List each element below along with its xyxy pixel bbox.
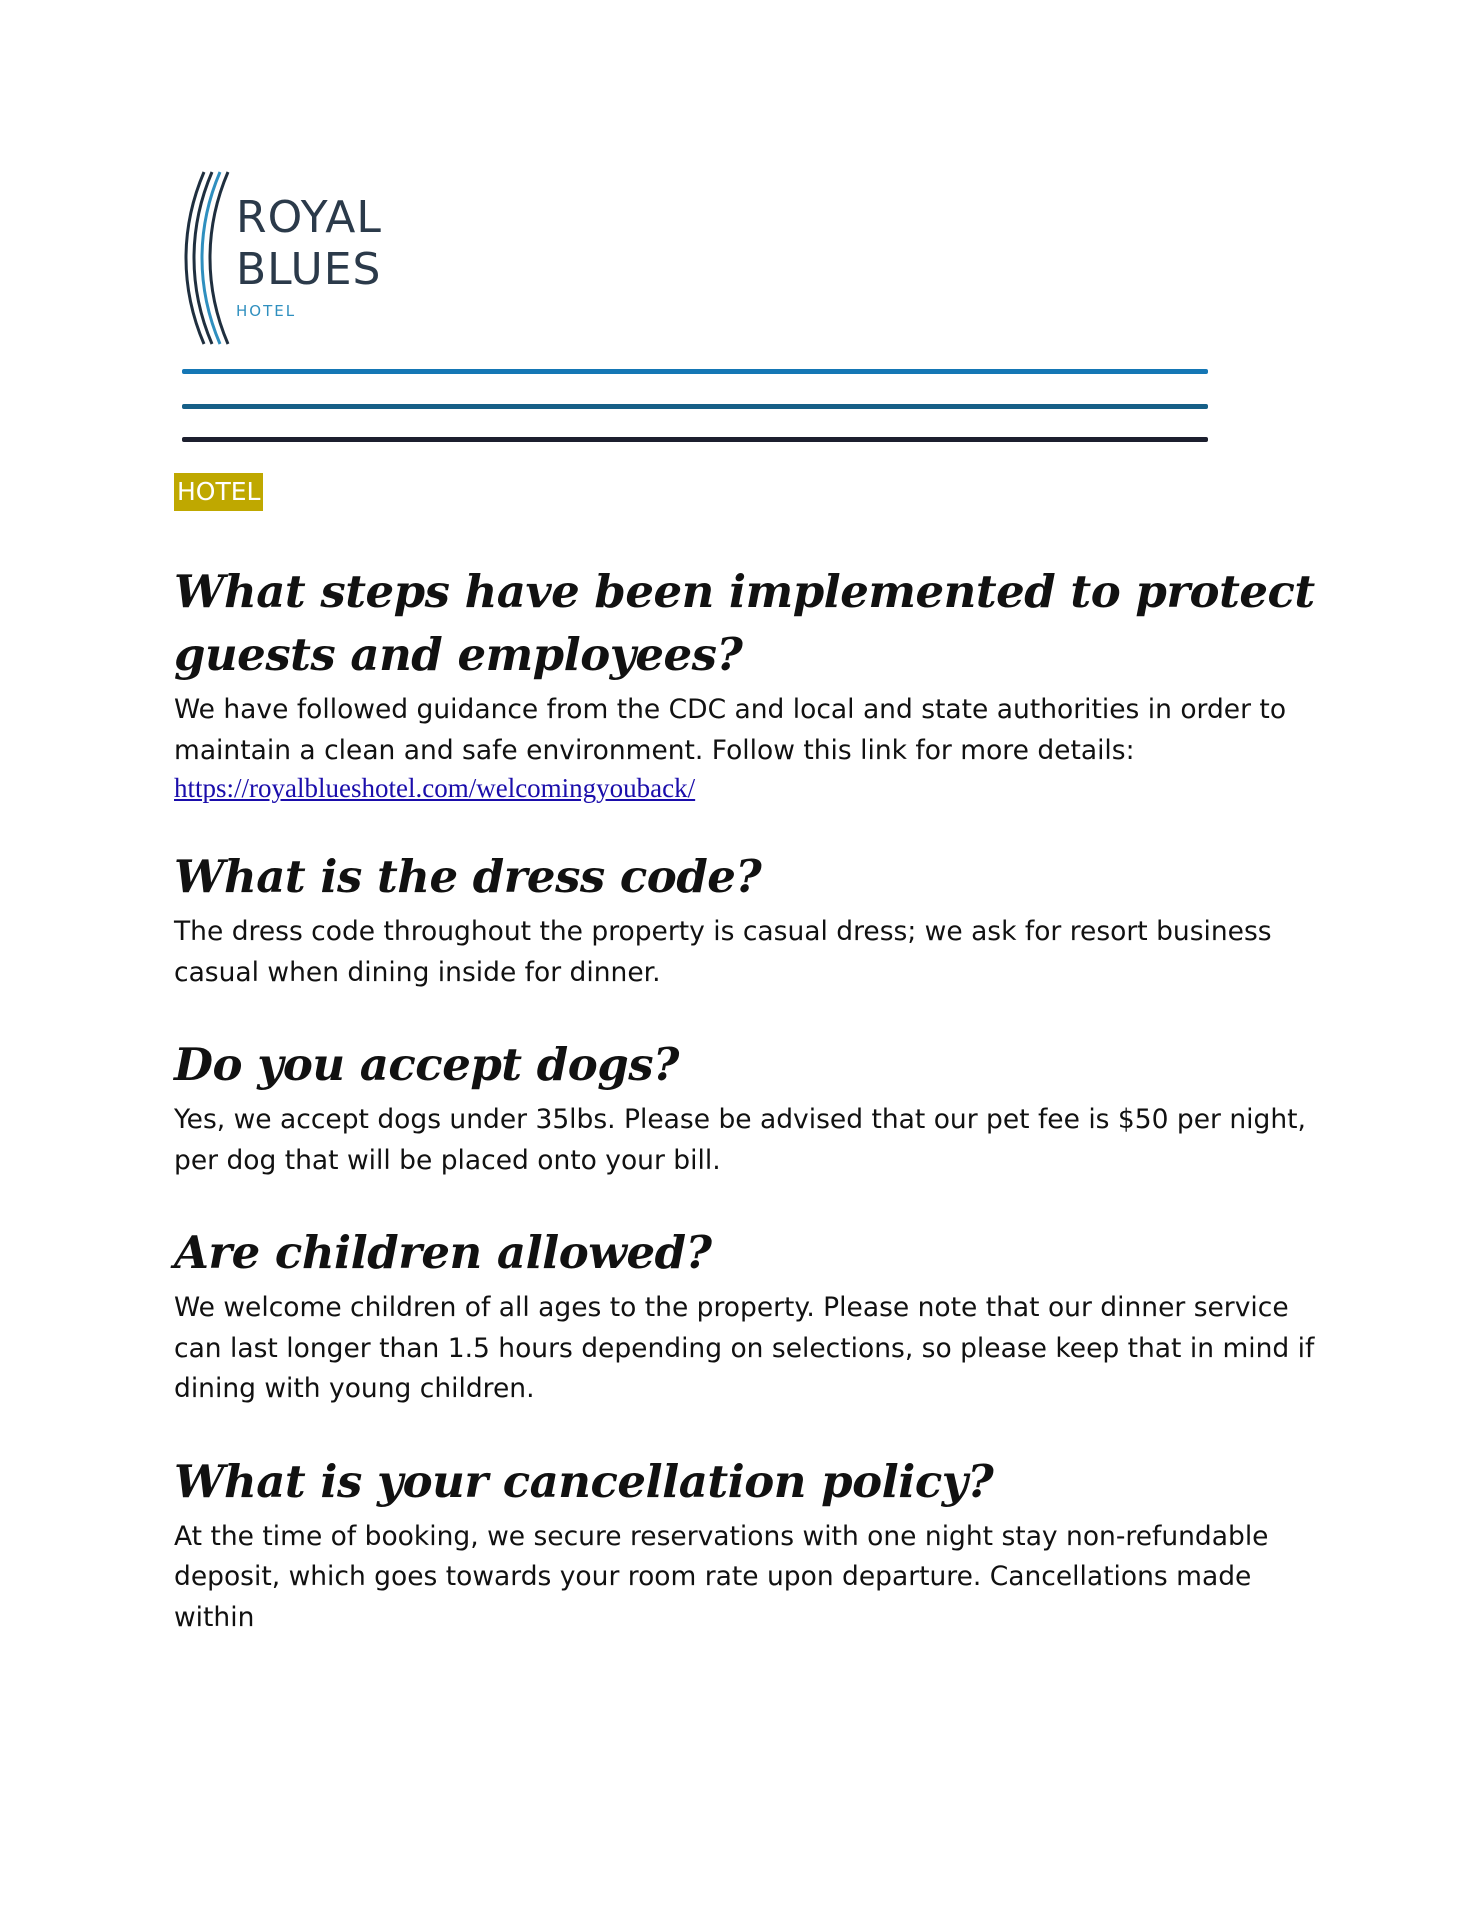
faq-question: What is the dress code?: [174, 850, 762, 903]
faq-question: Do you accept dogs?: [174, 1038, 679, 1091]
logo-word-royal: ROYAL: [236, 192, 382, 243]
faq-list: [174, 560, 1324, 1638]
logo-arcs-icon: [182, 168, 242, 348]
faq-question: What is your cancellation policy?: [174, 1454, 994, 1508]
category-tag: HOTEL: [174, 473, 263, 511]
divider-rule-middle: [182, 404, 1208, 409]
faq-question: What steps have been implemented to protect guests and employees?: [174, 565, 1315, 681]
faq-item-cancellation: [174, 1450, 1324, 1639]
faq-answer: We welcome children of all ages to the property. Please note that our dinner service can last longer than 1.5 hours depending on selections, so please keep that in mind if dining with young children.: [174, 1292, 1315, 1404]
faq-answer: The dress code throughout the property is casual dress; we ask for resort business casual when dining inside for dinner.: [174, 916, 1272, 988]
faq-item-dogs: [174, 1033, 1324, 1181]
logo-word-blues: BLUES: [236, 244, 382, 295]
divider-rule-bottom: [182, 437, 1208, 442]
faq-answer: Yes, we accept dogs under 35lbs. Please be advised that our pet fee is $50 per night, per dog that will be placed onto your bill.: [174, 1104, 1306, 1176]
faq-answer: At the time of booking, we secure reservations with one night stay non-refundable deposit, which goes towards your room rate upon departure. Cancellations made within: [174, 1520, 1269, 1633]
welcome-back-link[interactable]: https://royalblueshotel.com/welcomingyouback/: [174, 773, 696, 803]
faq-question: Are children allowed?: [174, 1226, 712, 1279]
hotel-logo: [182, 168, 402, 348]
faq-answer-text: We have followed guidance from the CDC and local and state authorities in order to maintain a clean and safe environment. Follow this link for more details:: [174, 694, 1287, 766]
faq-item-safety: [174, 560, 1324, 805]
divider-rule-top: [182, 369, 1208, 374]
faq-answer: [174, 690, 1324, 805]
faq-item-dress-code: [174, 845, 1324, 993]
faq-item-children: [174, 1221, 1324, 1410]
logo-word-hotel: HOTEL: [236, 302, 297, 320]
